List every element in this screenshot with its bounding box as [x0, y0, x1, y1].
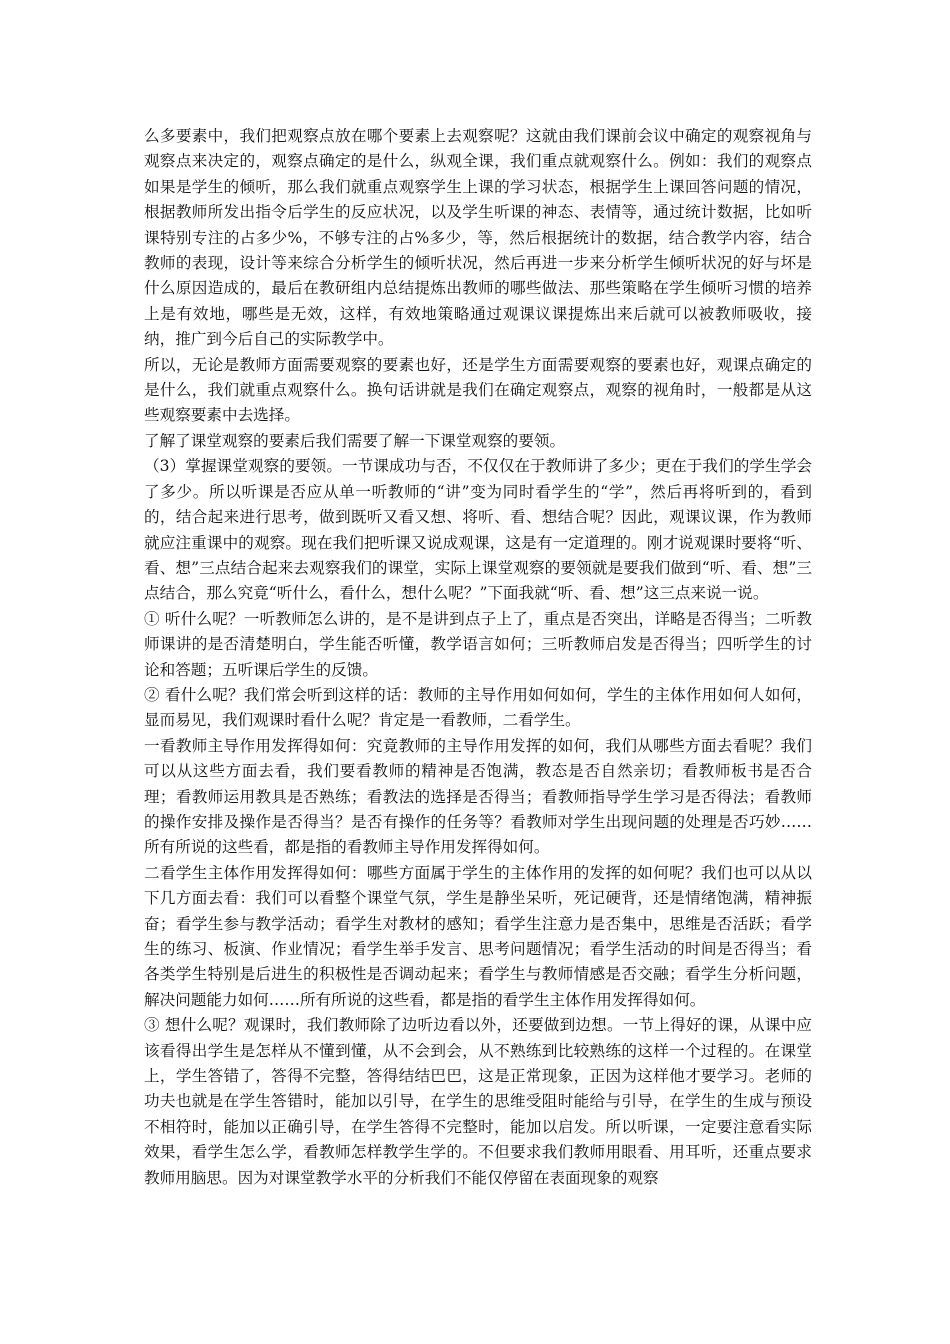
paragraph-observation-essentials: （3）掌握课堂观察的要领。一节课成功与否，不仅仅在于教师讲了多少；更在于我们的学生学会了多少。所以听课是否应从单一听教师的“讲”变为同时看学生的“学”，然后再将听到的，看到的，结合起来进行思考，做到既听又看又想、将听、看、想结合呢？因此，观课议课，作为教师就应注重课中的观察。现在我们把听课又说成观课，这是有一定道理的。刚才说观课时要将“听、看、想”三点结合起来去观察我们的课堂，实际上课堂观察的要领就是要我们做到“听、看、想”三点结合，那么究竟“听什么，看什么，想什么呢？”下面我就“听、看、想”这三点来说一说。: [144, 457, 812, 603]
paragraph-observation-summary: 所以，无论是教师方面需要观察的要素也好，还是学生方面需要观察的要素也好，观课点确定的是什么，我们就重点观察什么。换句话讲就是我们在确定观察点，观察的视角时，一般都是从这些观察要素中去选择。: [144, 355, 812, 425]
paragraph-look-teacher: 一看教师主导作用发挥得如何：究竟教师的主导作用发挥的如何，我们从哪些方面去看呢？我们可以从这些方面去看，我们要看教师的精神是否饱满，教态是否自然亲切；看教师板书是否合理；看教师运用教具是否熟练；看教法的选择是否得当；看教师指导学生学习是否得法；看教师的操作安排及操作是否得当？是否有操作的任务等？看教师对学生出现问题的处理是否巧妙……所有所说的这些看，都是指的看教师主导作用发挥得如何。: [144, 736, 812, 857]
document-body: [144, 124, 812, 1191]
paragraph-transition: 了解了课堂观察的要素后我们需要了解一下课堂观察的要领。: [144, 431, 566, 450]
paragraph-listen: ① 听什么呢？一听教师怎么讲的，是不是讲到点子上了，重点是否突出，详略是否得当；二听教师课讲的是否清楚明白，学生能否听懂，教学语言如何；三听教师启发是否得当；四听学生的讨论和答题；五听课后学生的反馈。: [144, 609, 812, 679]
paragraph-look-student: 二看学生主体作用发挥得如何：哪些方面属于学生的主体作用的发挥的如何呢？我们也可以从以下几方面去看：我们可以看整个课堂气氛，学生是静坐呆听，死记硬背，还是情绪饱满，精神振奋；看学生参与教学活动；看学生对教材的感知；看学生注意力是否集中，思维是否活跃；看学生的练习、板演、作业情况；看学生举手发言、思考问题情况；看学生活动的时间是否得当；看各类学生特别是后进生的积极性是否调动起来；看学生与教师情感是否交融；看学生分析问题，解决问题能力如何……所有所说的这些看，都是指的看学生主体作用发挥得如何。: [144, 863, 812, 1009]
paragraph-look: ② 看什么呢？我们常会听到这样的话：教师的主导作用如何如何，学生的主体作用如何人如何，显而易见，我们观课时看什么呢？肯定是一看教师，二看学生。: [144, 685, 812, 730]
paragraph-think: ③ 想什么呢？观课时，我们教师除了边听边看以外，还要做到边想。一节上得好的课，从课中应该看得出学生是怎样从不懂到懂，从不会到会，从不熟练到比较熟练的这样一个过程的。在课堂上，学生答错了，答得不完整，答得结结巴巴，这是正常现象，正因为这样他才要学习。老师的功夫也就是在学生答错时，能加以引导，在学生的思维受阻时能给与引导，在学生的生成与预设不相符时，能加以正确引导，在学生答得不完整时，能加以启发。所以听课，一定要注意看实际效果，看学生怎么学，看教师怎样教学生学的。不但要求我们教师用眼看、用耳听，还重点要求教师用脑思。因为对课堂教学水平的分析我们不能仅停留在表面现象的观察: [144, 1016, 812, 1187]
paragraph-observation-point: 么多要素中，我们把观察点放在哪个要素上去观察呢？这就由我们课前会议中确定的观察视角与观察点来决定的，观察点确定的是什么，纵观全课，我们重点就观察什么。例如：我们的观察点如果是学生的倾听，那么我们就重点观察学生上课的学习状态，根据学生上课回答问题的情况，根据教师所发出指令后学生的反应状况，以及学生听课的神态、表情等，通过统计数据，比如听课特别专注的占多少%，不够专注的占%多少，等，然后根据统计的数据，结合教学内容，结合教师的表现，设计等来综合分析学生的倾听状况，然后再进一步来分析学生倾听状况的好与坏是什么原因造成的，最后在教研组内总结提炼出教师的哪些做法、那些策略在学生倾听习惯的培养上是有效地，哪些是无效，这样，有效地策略通过观课议课提炼出来后就可以被教师吸收，接纳，推广到今后自己的实际教学中。: [144, 127, 812, 349]
